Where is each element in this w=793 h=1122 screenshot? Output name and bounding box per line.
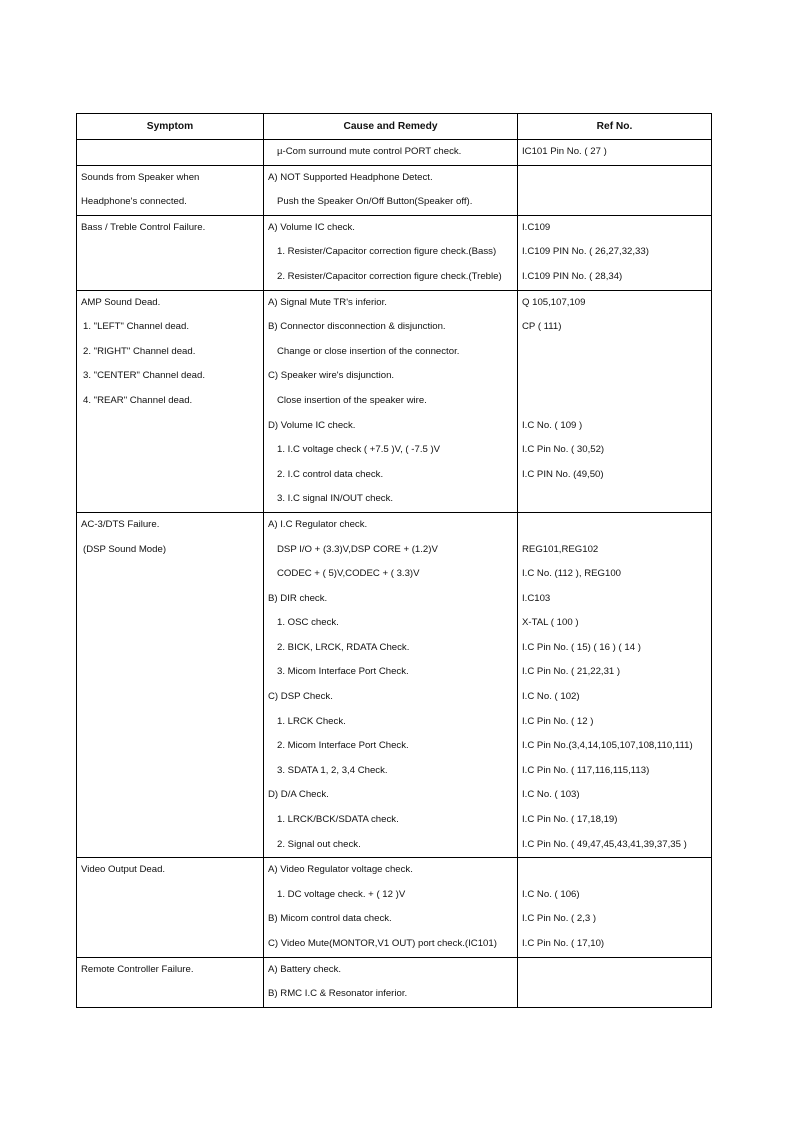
table-row (77, 833, 712, 858)
ref-text (518, 389, 711, 414)
ref-cell (518, 562, 712, 587)
symptom-text (77, 833, 263, 858)
ref-text: I.C Pin No. ( 30,52) (522, 444, 605, 456)
table-row (77, 438, 712, 463)
cause-text: A) Volume IC check. (268, 221, 355, 233)
cause-text: A) NOT Supported Headphone Detect. (268, 171, 433, 183)
table-row (77, 190, 712, 215)
cause-text: 1. OSC check. (277, 617, 339, 629)
cause-cell (264, 265, 518, 290)
cause-text: B) RMC I.C & Resonator inferior. (268, 988, 408, 1000)
ref-text: I.C No. ( 109 ) (522, 419, 583, 431)
symptom-text (77, 140, 263, 165)
table-row (77, 957, 712, 982)
table-row (77, 907, 712, 932)
ref-text: CP ( 111) (522, 321, 562, 333)
cause-text: 3. I.C signal IN/OUT check. (277, 493, 394, 505)
symptom-cell (77, 315, 264, 340)
table-row (77, 783, 712, 808)
ref-cell (518, 487, 712, 512)
cause-text: 3. Micom Interface Port Check. (277, 666, 409, 678)
symptom-cell (77, 389, 264, 414)
cause-cell (264, 858, 518, 883)
table-row (77, 636, 712, 661)
symptom-text: 1. "LEFT" Channel dead. (83, 321, 190, 333)
ref-text: I.C No. ( 106) (522, 888, 580, 900)
ref-cell (518, 932, 712, 957)
cause-cell (264, 340, 518, 365)
cause-text: 1. LRCK Check. (277, 715, 346, 727)
cause-cell (264, 562, 518, 587)
table-row (77, 932, 712, 957)
symptom-cell (77, 660, 264, 685)
cause-cell (264, 215, 518, 240)
ref-text: REG101,REG102 (522, 543, 599, 555)
ref-text: I.C PIN No. (49,50) (522, 468, 604, 480)
table-row (77, 364, 712, 389)
cause-text: A) Battery check. (268, 963, 342, 975)
symptom-cell (77, 414, 264, 439)
cause-text: Change or close insertion of the connector. (277, 345, 460, 357)
cause-text: 3. SDATA 1, 2, 3,4 Check. (277, 764, 388, 776)
cause-cell (264, 140, 518, 166)
cause-text: C) DSP Check. (268, 691, 333, 703)
cause-text: C) Video Mute(MONTOR,V1 OUT) port check.(IC101) (268, 938, 497, 949)
ref-cell (518, 389, 712, 414)
cause-cell (264, 240, 518, 265)
table-row (77, 512, 712, 537)
ref-text: I.C Pin No. ( 2,3 ) (522, 913, 597, 925)
ref-text (518, 858, 711, 883)
ref-text (518, 364, 711, 389)
symptom-cell (77, 190, 264, 215)
symptom-text (77, 783, 263, 808)
symptom-cell (77, 957, 264, 982)
ref-cell (518, 833, 712, 858)
ref-cell (518, 710, 712, 735)
table-row (77, 858, 712, 883)
symptom-cell (77, 685, 264, 710)
symptom-text (77, 907, 263, 932)
ref-cell (518, 315, 712, 340)
symptom-cell (77, 808, 264, 833)
cause-cell (264, 883, 518, 908)
ref-cell (518, 982, 712, 1007)
ref-cell (518, 215, 712, 240)
ref-cell (518, 290, 712, 315)
symptom-text (77, 685, 263, 710)
cause-text: A) I.C Regulator check. (268, 518, 368, 530)
symptom-cell (77, 512, 264, 537)
ref-text: I.C Pin No. ( 17,18,19) (522, 814, 618, 826)
cause-text: CODEC + ( 5)V,CODEC + ( 3.3)V (277, 568, 420, 580)
ref-text: I.C Pin No. ( 117,116,115,113) (522, 764, 650, 776)
table-row (77, 414, 712, 439)
symptom-text (77, 932, 263, 957)
symptom-text (77, 463, 263, 488)
header-cause-remedy: Cause and Remedy (264, 114, 518, 140)
cause-text: B) DIR check. (268, 592, 328, 604)
ref-text: I.C Pin No. ( 12 ) (522, 715, 594, 727)
symptom-cell (77, 710, 264, 735)
cause-cell (264, 463, 518, 488)
cause-cell (264, 783, 518, 808)
table-row (77, 315, 712, 340)
cause-cell (264, 808, 518, 833)
ref-cell (518, 340, 712, 365)
ref-text: I.C103 (522, 592, 551, 604)
cause-cell (264, 932, 518, 957)
ref-cell (518, 685, 712, 710)
ref-text (518, 958, 711, 983)
ref-cell (518, 611, 712, 636)
symptom-text (77, 414, 263, 439)
ref-text (518, 513, 711, 538)
table-row (77, 759, 712, 784)
cause-text: 2. Micom Interface Port Check. (277, 740, 409, 752)
ref-cell (518, 512, 712, 537)
cause-cell (264, 165, 518, 190)
cause-cell (264, 290, 518, 315)
table-row (77, 165, 712, 190)
cause-cell (264, 538, 518, 563)
cause-cell (264, 759, 518, 784)
symptom-cell (77, 883, 264, 908)
symptom-text (77, 438, 263, 463)
table-row (77, 562, 712, 587)
ref-text: I.C109 PIN No. ( 28,34) (522, 270, 623, 282)
table-row (77, 660, 712, 685)
cause-text: B) Connector disconnection & disjunction. (268, 321, 446, 333)
symptom-text: Remote Controller Failure. (81, 963, 194, 975)
cause-cell (264, 636, 518, 661)
cause-text: 2. Resister/Capacitor correction figure check.(Treble) (277, 270, 502, 282)
symptom-cell (77, 932, 264, 957)
symptom-text (77, 240, 263, 265)
symptom-text (77, 487, 263, 512)
ref-cell (518, 783, 712, 808)
ref-text: I.C Pin No. ( 21,22,31 ) (522, 666, 621, 678)
symptom-cell (77, 611, 264, 636)
ref-text: I.C109 PIN No. ( 26,27,32,33) (522, 246, 649, 258)
table-row (77, 710, 712, 735)
symptom-text: 3. "CENTER" Channel dead. (83, 370, 205, 382)
symptom-text (77, 611, 263, 636)
table-row (77, 140, 712, 166)
ref-cell (518, 636, 712, 661)
header-symptom: Symptom (77, 114, 264, 140)
ref-cell (518, 907, 712, 932)
cause-cell (264, 734, 518, 759)
symptom-cell (77, 463, 264, 488)
ref-cell (518, 165, 712, 190)
symptom-text: Bass / Treble Control Failure. (81, 221, 206, 233)
cause-cell (264, 587, 518, 612)
troubleshooting-table (76, 113, 712, 1008)
ref-text: I.C Pin No. ( 15) ( 16 ) ( 14 ) (522, 641, 641, 653)
table-row (77, 883, 712, 908)
symptom-text: Video Output Dead. (81, 864, 166, 876)
ref-cell (518, 265, 712, 290)
cause-cell (264, 487, 518, 512)
ref-cell (518, 364, 712, 389)
ref-cell (518, 463, 712, 488)
symptom-text (77, 265, 263, 290)
symptom-cell (77, 636, 264, 661)
symptom-cell (77, 907, 264, 932)
symptom-cell (77, 982, 264, 1007)
table-row (77, 587, 712, 612)
ref-text: X-TAL ( 100 ) (522, 617, 579, 629)
cause-text: 2. I.C control data check. (277, 468, 384, 480)
table-header-row (77, 114, 712, 140)
table-row (77, 808, 712, 833)
cause-cell (264, 660, 518, 685)
symptom-cell (77, 858, 264, 883)
symptom-cell (77, 538, 264, 563)
symptom-cell (77, 759, 264, 784)
cause-cell (264, 389, 518, 414)
symptom-text: Headphone's connected. (81, 196, 187, 208)
symptom-text (77, 759, 263, 784)
symptom-cell (77, 364, 264, 389)
symptom-text (77, 562, 263, 587)
cause-text: Push the Speaker On/Off Button(Speaker off). (277, 196, 473, 208)
symptom-text (77, 587, 263, 612)
table-row (77, 685, 712, 710)
symptom-cell (77, 290, 264, 315)
table-row (77, 982, 712, 1007)
table-row (77, 240, 712, 265)
symptom-cell (77, 165, 264, 190)
ref-text: I.C No. ( 103) (522, 789, 580, 801)
table-row (77, 265, 712, 290)
cause-cell (264, 710, 518, 735)
symptom-text: Sounds from Speaker when (81, 171, 200, 183)
table-row (77, 340, 712, 365)
ref-cell (518, 858, 712, 883)
ref-cell (518, 587, 712, 612)
symptom-cell (77, 240, 264, 265)
cause-text: B) Micom control data check. (268, 913, 392, 925)
ref-text: I.C No. ( 102) (522, 691, 580, 703)
symptom-cell (77, 140, 264, 166)
symptom-cell (77, 215, 264, 240)
table-row (77, 290, 712, 315)
ref-text: IC101 Pin No. ( 27 ) (522, 146, 607, 157)
ref-cell (518, 414, 712, 439)
ref-cell (518, 660, 712, 685)
symptom-cell (77, 340, 264, 365)
cause-cell (264, 982, 518, 1007)
cause-cell (264, 611, 518, 636)
ref-cell (518, 883, 712, 908)
ref-cell (518, 538, 712, 563)
symptom-text (77, 982, 263, 1007)
cause-cell (264, 833, 518, 858)
cause-cell (264, 190, 518, 215)
cause-text: A) Video Regulator voltage check. (268, 864, 413, 876)
table-row (77, 389, 712, 414)
cause-cell (264, 957, 518, 982)
cause-text: A) Signal Mute TR's inferior. (268, 296, 387, 308)
symptom-text (77, 636, 263, 661)
table-row (77, 215, 712, 240)
table-body (77, 140, 712, 1008)
symptom-text (77, 734, 263, 759)
table-row (77, 611, 712, 636)
symptom-text (77, 660, 263, 685)
cause-text: 2. Signal out check. (277, 838, 361, 850)
symptom-text: AMP Sound Dead. (81, 296, 161, 308)
ref-cell (518, 438, 712, 463)
cause-cell (264, 907, 518, 932)
ref-text: I.C Pin No. ( 17,10) (522, 938, 605, 949)
ref-text: I.C109 (522, 221, 551, 233)
ref-text (518, 340, 711, 365)
ref-text (518, 190, 711, 215)
cause-text: D) D/A Check. (268, 789, 329, 801)
symptom-cell (77, 438, 264, 463)
table-row (77, 538, 712, 563)
ref-cell (518, 957, 712, 982)
cause-text: Close insertion of the speaker wire. (277, 394, 427, 406)
table-row (77, 463, 712, 488)
cause-text: DSP I/O + (3.3)V,DSP CORE + (1.2)V (277, 543, 438, 555)
cause-cell (264, 512, 518, 537)
symptom-text (77, 710, 263, 735)
ref-cell (518, 734, 712, 759)
ref-cell (518, 140, 712, 166)
symptom-cell (77, 734, 264, 759)
ref-text (518, 487, 711, 512)
symptom-text (77, 883, 263, 908)
symptom-cell (77, 487, 264, 512)
ref-cell (518, 759, 712, 784)
cause-text: 1. Resister/Capacitor correction figure check.(Bass) (277, 246, 497, 258)
symptom-cell (77, 265, 264, 290)
ref-cell (518, 808, 712, 833)
ref-text: I.C Pin No. ( 49,47,45,43,41,39,37,35 ) (522, 838, 687, 850)
ref-text (518, 166, 711, 191)
ref-text: I.C Pin No.(3,4,14,105,107,108,110,111) (522, 740, 693, 752)
table-row (77, 734, 712, 759)
symptom-text: AC-3/DTS Failure. (81, 518, 160, 530)
header-ref-no: Ref No. (518, 114, 712, 140)
cause-text: 1. DC voltage check. + ( 12 )V (277, 888, 406, 900)
symptom-text (77, 808, 263, 833)
symptom-cell (77, 833, 264, 858)
cause-text: µ-Com surround mute control PORT check. (277, 146, 462, 157)
cause-cell (264, 414, 518, 439)
symptom-cell (77, 587, 264, 612)
symptom-text: (DSP Sound Mode) (83, 543, 167, 555)
symptom-cell (77, 562, 264, 587)
cause-text: 1. LRCK/BCK/SDATA check. (277, 814, 399, 826)
ref-text: I.C No. (112 ), REG100 (522, 568, 621, 580)
ref-cell (518, 190, 712, 215)
cause-text: D) Volume IC check. (268, 419, 356, 431)
ref-text: Q 105,107,109 (522, 296, 586, 308)
ref-cell (518, 240, 712, 265)
symptom-text: 4. "REAR" Channel dead. (83, 394, 193, 406)
cause-text: 1. I.C voltage check ( +7.5 )V, ( -7.5 )V (277, 444, 441, 456)
cause-cell (264, 685, 518, 710)
table-row (77, 487, 712, 512)
cause-cell (264, 364, 518, 389)
cause-text: 2. BICK, LRCK, RDATA Check. (277, 641, 410, 653)
ref-text (518, 982, 711, 1007)
cause-cell (264, 315, 518, 340)
cause-cell (264, 438, 518, 463)
symptom-cell (77, 783, 264, 808)
cause-text: C) Speaker wire's disjunction. (268, 370, 395, 382)
symptom-text: 2. "RIGHT" Channel dead. (83, 345, 196, 357)
